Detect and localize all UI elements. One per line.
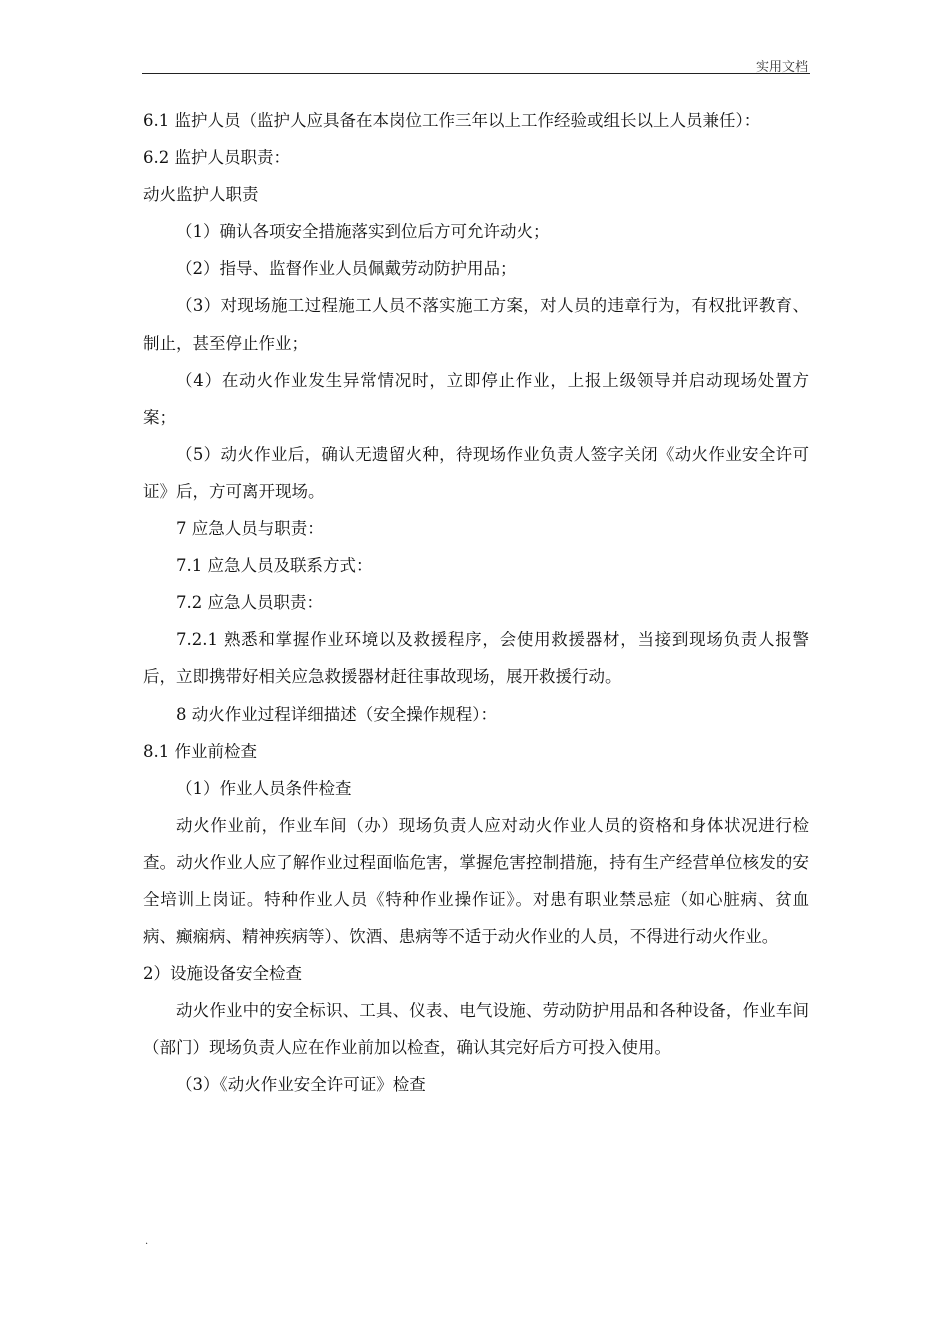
paragraph: （5）动火作业后，确认无遗留火种，待现场作业负责人签字关闭《动火作业安全许可证》后，方可离开现场。 — [143, 444, 809, 501]
paragraph: 7.2 应急人员职责： — [176, 593, 323, 613]
header-rule — [142, 73, 810, 74]
paragraph: 动火监护人职责 — [143, 185, 259, 205]
paragraph: （2）指导、监督作业人员佩戴劳动防护用品； — [176, 259, 517, 279]
paragraph: 6.1 监护人员（监护人应具备在本岗位工作三年以上工作经验或组长以上人员兼任）： — [143, 111, 761, 130]
footer-mark: . — [145, 1236, 149, 1247]
paragraph: （1）确认各项安全措施落实到位后方可允许动火； — [176, 222, 550, 242]
paragraph: 7 应急人员与职责： — [176, 519, 324, 539]
header-label: 实用文档 — [755, 60, 808, 75]
document-body — [143, 102, 809, 1104]
paragraph: （3）《动火作业安全许可证》检查 — [176, 1075, 426, 1095]
paragraph: 6.2 监护人员职责： — [143, 148, 290, 168]
paragraph: （4）在动火作业发生异常情况时，立即停止作业，上报上级领导并启动现场处置方案； — [143, 370, 809, 427]
paragraph: 7.1 应急人员及联系方式： — [176, 556, 373, 576]
paragraph: 动火作业中的安全标识、工具、仪表、电气设施、劳动防护用品和各种设备，作业车间（部门）现场负责人应在作业前加以检查，确认其完好后方可投入使用。 — [143, 1001, 809, 1058]
paragraph: 8.1 作业前检查 — [143, 741, 257, 761]
paragraph: 8 动火作业过程详细描述（安全操作规程）： — [176, 704, 497, 724]
paragraph: （1）作业人员条件检查 — [176, 778, 352, 798]
paragraph: 动火作业前，作业车间（办）现场负责人应对动火作业人员的资格和身体状况进行检查。动火作业人应了解作业过程面临危害，掌握危害控制措施，持有生产经营单位核发的安全培训上岗证。特种作业人员《特种作业操作证》。对患有职业禁忌症（如心脏病、贫血病、癫痫病、精神疾病等）、饮酒、患病等不适于动火作业的人员，不得进行动火作业。 — [143, 815, 809, 947]
paragraph: 7.2.1 熟悉和掌握作业环境以及救援程序，会使用救援器材，当接到现场负责人报警后，立即携带好相关应急救援器材赶往事故现场，展开救援行动。 — [143, 630, 809, 687]
paragraph: 2）设施设备安全检查 — [143, 964, 302, 984]
paragraph: （3）对现场施工过程施工人员不落实施工方案，对人员的违章行为，有权批评教育、制止，甚至停止作业； — [143, 296, 809, 353]
